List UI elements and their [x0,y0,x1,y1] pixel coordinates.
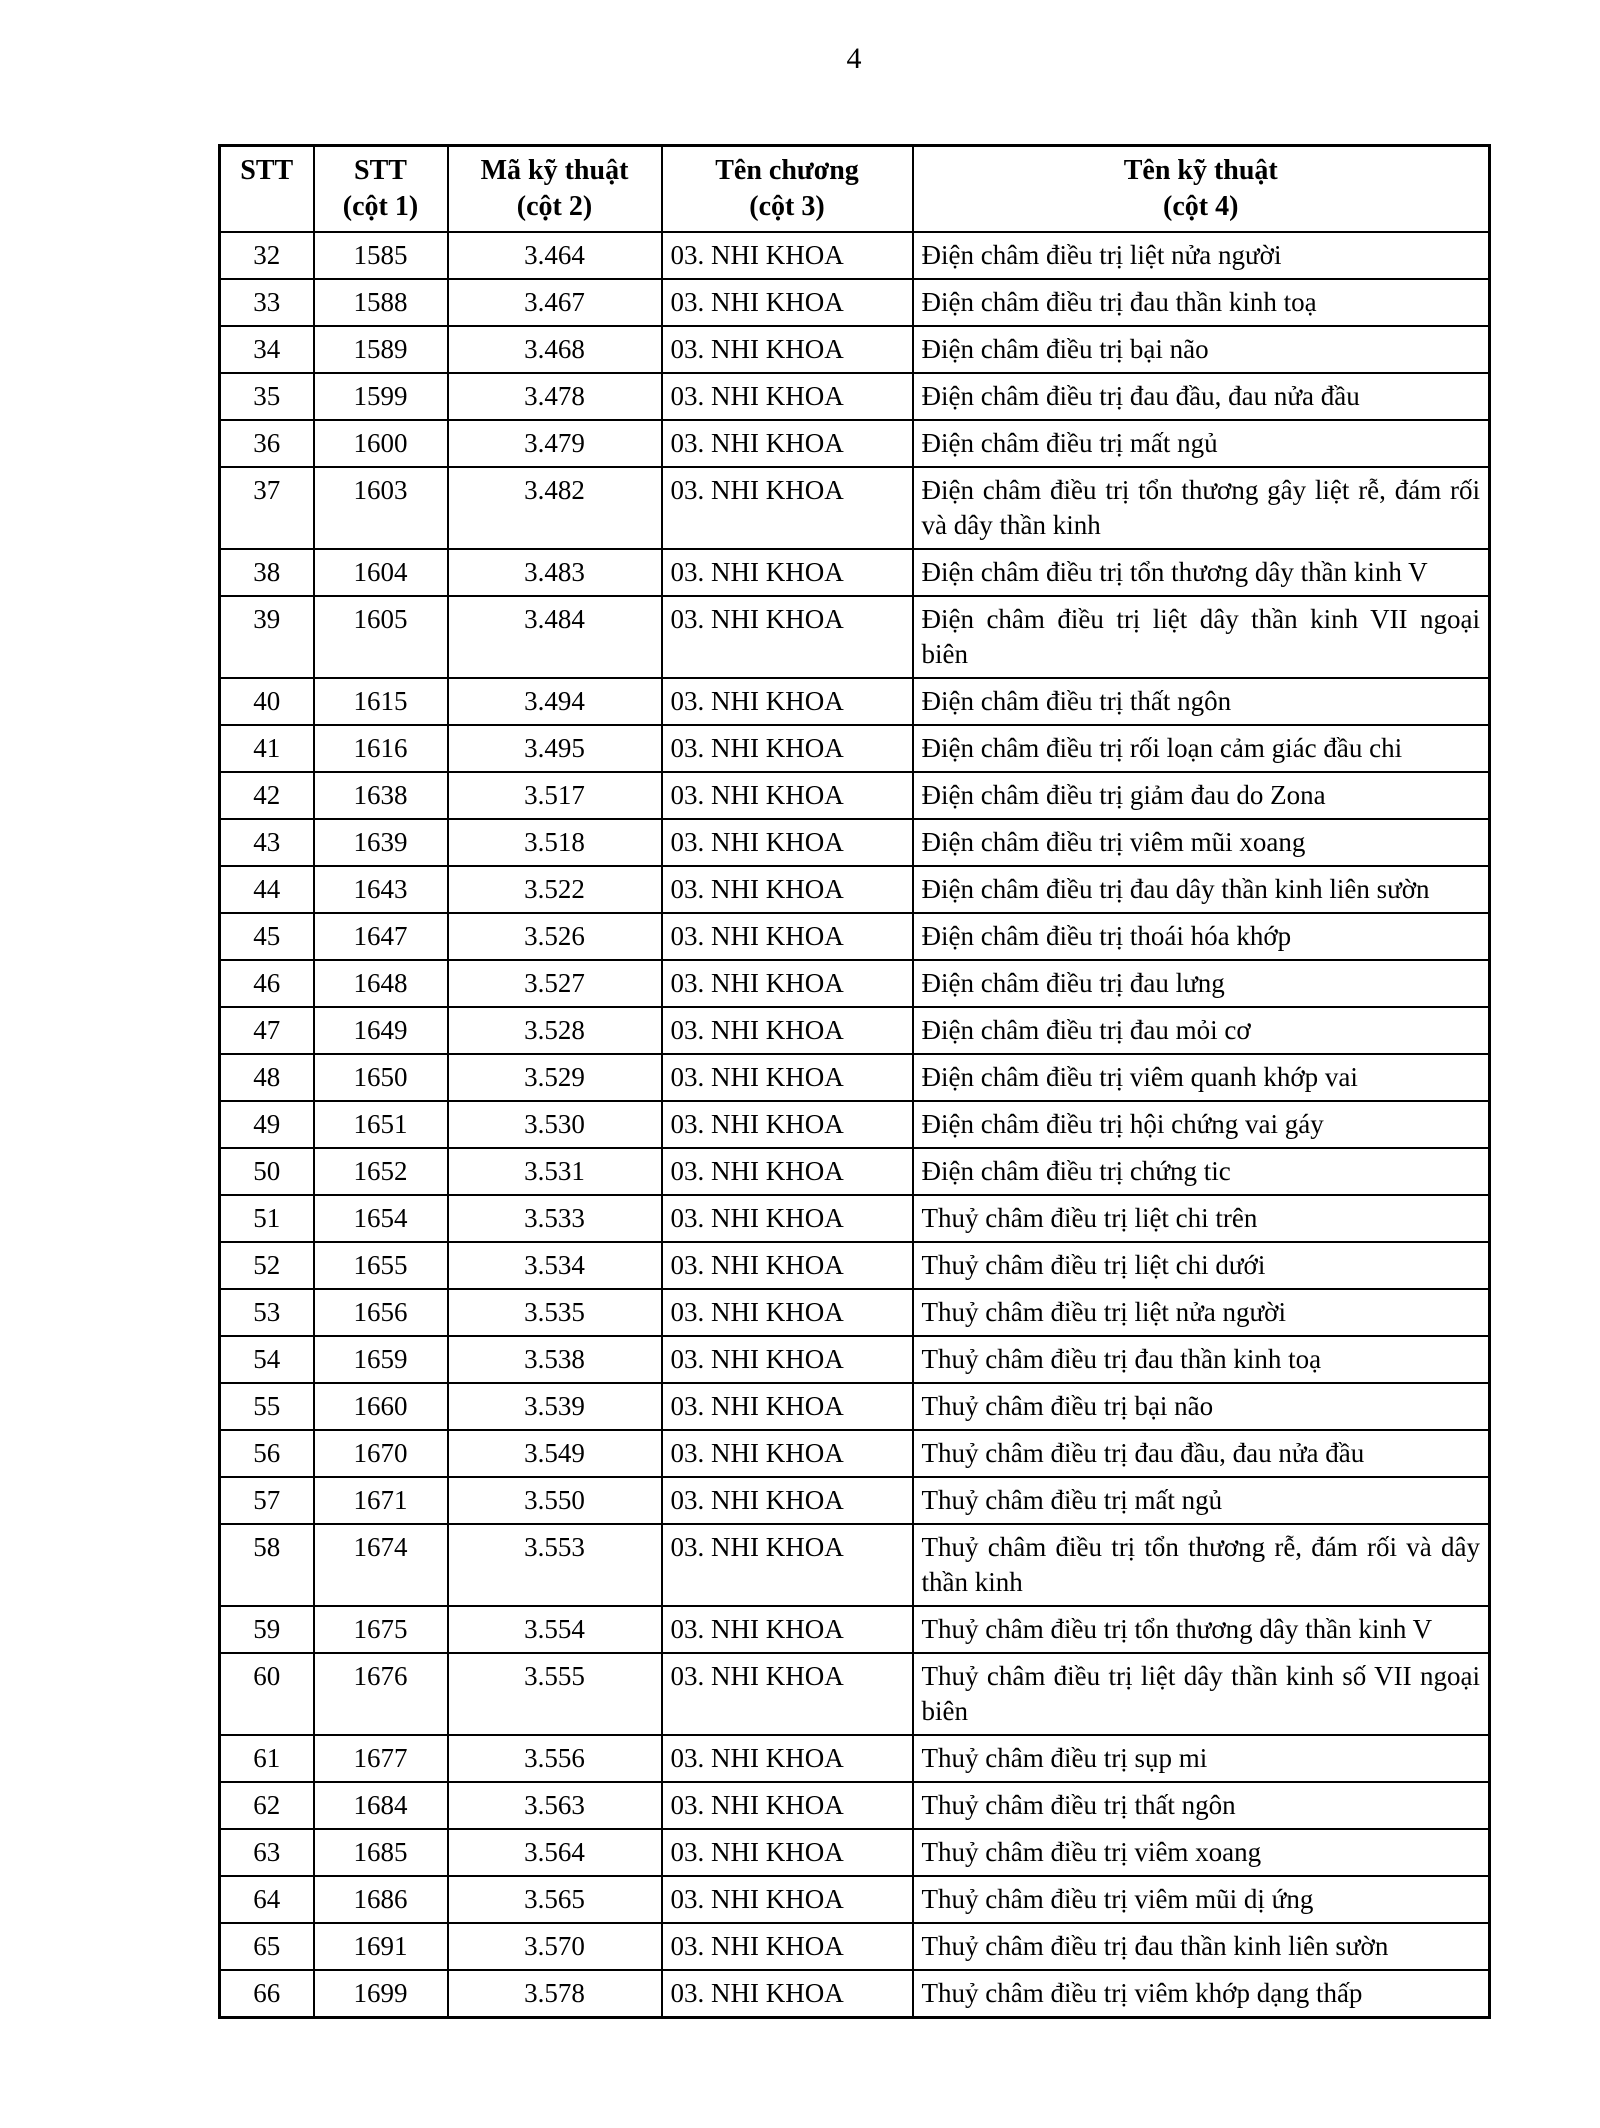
cell-ma-ky-thuat: 3.482 [448,467,662,549]
cell-stt-cot1: 1639 [314,819,448,866]
table-row [220,232,1490,279]
table-row [220,467,1490,549]
cell-ten-chuong: 03. NHI KHOA [662,1923,913,1970]
cell-stt-cot1: 1651 [314,1101,448,1148]
cell-ten-chuong: 03. NHI KHOA [662,1735,913,1782]
table-row [220,549,1490,596]
table-row [220,1782,1490,1829]
cell-ma-ky-thuat: 3.527 [448,960,662,1007]
cell-ten-ky-thuat: Thuỷ châm điều trị tổn thương rễ, đám rối và dây thần kinh [913,1524,1490,1606]
cell-ten-ky-thuat: Điện châm điều trị rối loạn cảm giác đầu chi [913,725,1490,772]
cell-stt: 56 [220,1430,314,1477]
cell-ten-ky-thuat: Điện châm điều trị đau dây thần kinh liên sườn [913,866,1490,913]
cell-stt-cot1: 1675 [314,1606,448,1653]
cell-stt: 54 [220,1336,314,1383]
table-row [220,1054,1490,1101]
cell-ma-ky-thuat: 3.533 [448,1195,662,1242]
cell-ten-ky-thuat: Thuỷ châm điều trị sụp mi [913,1735,1490,1782]
table-row [220,772,1490,819]
cell-ten-chuong: 03. NHI KHOA [662,678,913,725]
cell-ten-chuong: 03. NHI KHOA [662,913,913,960]
cell-ten-chuong: 03. NHI KHOA [662,1477,913,1524]
cell-ten-chuong: 03. NHI KHOA [662,1007,913,1054]
cell-ten-ky-thuat: Thuỷ châm điều trị viêm mũi dị ứng [913,1876,1490,1923]
cell-stt-cot1: 1648 [314,960,448,1007]
cell-ma-ky-thuat: 3.553 [448,1524,662,1606]
cell-ten-chuong: 03. NHI KHOA [662,772,913,819]
cell-stt: 48 [220,1054,314,1101]
cell-ten-chuong: 03. NHI KHOA [662,1524,913,1606]
cell-ten-ky-thuat: Thuỷ châm điều trị bại não [913,1383,1490,1430]
table-row [220,1242,1490,1289]
cell-stt: 66 [220,1970,314,2018]
cell-stt-cot1: 1670 [314,1430,448,1477]
cell-ten-ky-thuat: Điện châm điều trị tổn thương dây thần kinh V [913,549,1490,596]
cell-ma-ky-thuat: 3.538 [448,1336,662,1383]
cell-ten-ky-thuat: Thuỷ châm điều trị liệt nửa người [913,1289,1490,1336]
cell-stt-cot1: 1615 [314,678,448,725]
cell-stt: 43 [220,819,314,866]
cell-ten-ky-thuat: Thuỷ châm điều trị đau thần kinh liên sườn [913,1923,1490,1970]
cell-stt: 49 [220,1101,314,1148]
cell-stt: 35 [220,373,314,420]
cell-stt: 65 [220,1923,314,1970]
cell-ma-ky-thuat: 3.556 [448,1735,662,1782]
cell-ma-ky-thuat: 3.578 [448,1970,662,2018]
cell-ma-ky-thuat: 3.570 [448,1923,662,1970]
cell-ma-ky-thuat: 3.530 [448,1101,662,1148]
header-line1: STT [240,155,294,186]
cell-stt-cot1: 1599 [314,373,448,420]
table-row [220,866,1490,913]
cell-stt: 41 [220,725,314,772]
cell-ten-ky-thuat: Thuỷ châm điều trị mất ngủ [913,1477,1490,1524]
cell-ten-chuong: 03. NHI KHOA [662,596,913,678]
cell-stt: 42 [220,772,314,819]
cell-stt-cot1: 1604 [314,549,448,596]
cell-ten-ky-thuat: Điện châm điều trị liệt nửa người [913,232,1490,279]
cell-stt-cot1: 1649 [314,1007,448,1054]
cell-stt-cot1: 1659 [314,1336,448,1383]
table-row [220,1606,1490,1653]
cell-stt: 64 [220,1876,314,1923]
cell-ma-ky-thuat: 3.495 [448,725,662,772]
cell-stt: 61 [220,1735,314,1782]
cell-stt-cot1: 1589 [314,326,448,373]
table-row [220,1430,1490,1477]
header-ten-chuong [662,146,913,233]
cell-ten-ky-thuat: Điện châm điều trị viêm mũi xoang [913,819,1490,866]
cell-stt-cot1: 1660 [314,1383,448,1430]
cell-stt: 59 [220,1606,314,1653]
cell-ten-chuong: 03. NHI KHOA [662,420,913,467]
table-row [220,1970,1490,2018]
table-row [220,913,1490,960]
cell-stt: 51 [220,1195,314,1242]
cell-stt-cot1: 1699 [314,1970,448,2018]
cell-ten-ky-thuat: Điện châm điều trị hội chứng vai gáy [913,1101,1490,1148]
cell-stt: 60 [220,1653,314,1735]
cell-stt: 38 [220,549,314,596]
cell-ten-chuong: 03. NHI KHOA [662,279,913,326]
cell-stt: 32 [220,232,314,279]
table-row [220,1524,1490,1606]
table-row [220,960,1490,1007]
cell-stt: 57 [220,1477,314,1524]
table-header-row [220,146,1490,233]
cell-ten-chuong: 03. NHI KHOA [662,1242,913,1289]
cell-ma-ky-thuat: 3.555 [448,1653,662,1735]
table-row [220,1829,1490,1876]
cell-ten-chuong: 03. NHI KHOA [662,1970,913,2018]
cell-ten-chuong: 03. NHI KHOA [662,1606,913,1653]
cell-stt: 44 [220,866,314,913]
cell-ten-ky-thuat: Điện châm điều trị liệt dây thần kinh VII ngoại biên [913,596,1490,678]
header-ten-ky-thuat [913,146,1490,233]
table-row [220,1148,1490,1195]
cell-ma-ky-thuat: 3.529 [448,1054,662,1101]
cell-ten-chuong: 03. NHI KHOA [662,1876,913,1923]
cell-ten-ky-thuat: Thuỷ châm điều trị liệt chi trên [913,1195,1490,1242]
table-row [220,596,1490,678]
cell-ma-ky-thuat: 3.539 [448,1383,662,1430]
cell-stt: 45 [220,913,314,960]
cell-ten-chuong: 03. NHI KHOA [662,326,913,373]
cell-stt-cot1: 1600 [314,420,448,467]
cell-ma-ky-thuat: 3.464 [448,232,662,279]
header-line2: (cột 2) [516,191,593,222]
header-line1: STT [354,155,407,186]
cell-stt-cot1: 1647 [314,913,448,960]
table-row [220,1289,1490,1336]
cell-ten-chuong: 03. NHI KHOA [662,1148,913,1195]
cell-stt: 34 [220,326,314,373]
cell-ten-chuong: 03. NHI KHOA [662,373,913,420]
table-row [220,819,1490,866]
cell-ten-ky-thuat: Điện châm điều trị đau thần kinh toạ [913,279,1490,326]
cell-ma-ky-thuat: 3.549 [448,1430,662,1477]
cell-ten-ky-thuat: Thuỷ châm điều trị liệt chi dưới [913,1242,1490,1289]
table-row [220,326,1490,373]
cell-ma-ky-thuat: 3.565 [448,1876,662,1923]
cell-stt: 50 [220,1148,314,1195]
header-line2: (cột 1) [342,191,419,222]
cell-ten-chuong: 03. NHI KHOA [662,725,913,772]
cell-ten-ky-thuat: Điện châm điều trị tổn thương gây liệt rễ, đám rối và dây thần kinh [913,467,1490,549]
table-header [220,146,1490,233]
table-row [220,1336,1490,1383]
cell-ten-ky-thuat: Điện châm điều trị bại não [913,326,1490,373]
cell-ma-ky-thuat: 3.494 [448,678,662,725]
cell-ma-ky-thuat: 3.467 [448,279,662,326]
table-row [220,1195,1490,1242]
cell-stt-cot1: 1638 [314,772,448,819]
cell-ten-chuong: 03. NHI KHOA [662,960,913,1007]
cell-stt-cot1: 1671 [314,1477,448,1524]
cell-stt: 62 [220,1782,314,1829]
cell-stt-cot1: 1585 [314,232,448,279]
cell-ma-ky-thuat: 3.522 [448,866,662,913]
table-body [220,232,1490,2018]
cell-stt-cot1: 1677 [314,1735,448,1782]
cell-stt-cot1: 1588 [314,279,448,326]
page-number: 4 [846,42,862,75]
cell-ten-ky-thuat: Thuỷ châm điều trị liệt dây thần kinh số VII ngoại biên [913,1653,1490,1735]
cell-stt-cot1: 1691 [314,1923,448,1970]
cell-ma-ky-thuat: 3.526 [448,913,662,960]
cell-ten-ky-thuat: Thuỷ châm điều trị đau thần kinh toạ [913,1336,1490,1383]
cell-stt: 53 [220,1289,314,1336]
cell-stt-cot1: 1652 [314,1148,448,1195]
cell-stt-cot1: 1684 [314,1782,448,1829]
cell-ten-ky-thuat: Thuỷ châm điều trị đau đầu, đau nửa đầu [913,1430,1490,1477]
cell-stt: 33 [220,279,314,326]
cell-ten-chuong: 03. NHI KHOA [662,1054,913,1101]
table-row [220,1876,1490,1923]
cell-ma-ky-thuat: 3.564 [448,1829,662,1876]
cell-stt-cot1: 1656 [314,1289,448,1336]
cell-ma-ky-thuat: 3.468 [448,326,662,373]
cell-ten-chuong: 03. NHI KHOA [662,549,913,596]
cell-ten-ky-thuat: Điện châm điều trị đau đầu, đau nửa đầu [913,373,1490,420]
cell-ten-ky-thuat: Điện châm điều trị viêm quanh khớp vai [913,1054,1490,1101]
cell-ten-ky-thuat: Điện châm điều trị đau lưng [913,960,1490,1007]
cell-ten-chuong: 03. NHI KHOA [662,1195,913,1242]
cell-stt-cot1: 1674 [314,1524,448,1606]
table-row [220,678,1490,725]
cell-ma-ky-thuat: 3.535 [448,1289,662,1336]
table-row [220,373,1490,420]
table-row [220,1383,1490,1430]
cell-ten-chuong: 03. NHI KHOA [662,866,913,913]
cell-ten-chuong: 03. NHI KHOA [662,1653,913,1735]
table-row [220,1923,1490,1970]
procedure-table [218,144,1491,2019]
cell-stt: 36 [220,420,314,467]
cell-stt: 40 [220,678,314,725]
cell-ma-ky-thuat: 3.483 [448,549,662,596]
cell-stt-cot1: 1605 [314,596,448,678]
cell-stt-cot1: 1643 [314,866,448,913]
table-row [220,279,1490,326]
cell-ma-ky-thuat: 3.484 [448,596,662,678]
table-row [220,1653,1490,1735]
table-row [220,1101,1490,1148]
table-row [220,725,1490,772]
cell-stt-cot1: 1616 [314,725,448,772]
cell-stt-cot1: 1654 [314,1195,448,1242]
cell-stt: 39 [220,596,314,678]
header-line1: Tên chương [715,155,859,186]
cell-ma-ky-thuat: 3.550 [448,1477,662,1524]
cell-ten-chuong: 03. NHI KHOA [662,1383,913,1430]
cell-stt: 63 [220,1829,314,1876]
cell-ten-chuong: 03. NHI KHOA [662,232,913,279]
cell-ten-chuong: 03. NHI KHOA [662,819,913,866]
cell-ten-ky-thuat: Điện châm điều trị thất ngôn [913,678,1490,725]
cell-ma-ky-thuat: 3.528 [448,1007,662,1054]
cell-ten-chuong: 03. NHI KHOA [662,1430,913,1477]
cell-ma-ky-thuat: 3.518 [448,819,662,866]
cell-ma-ky-thuat: 3.531 [448,1148,662,1195]
header-line2: (cột 3) [749,191,825,222]
table-row [220,1477,1490,1524]
table-row [220,1007,1490,1054]
cell-ma-ky-thuat: 3.479 [448,420,662,467]
cell-ten-ky-thuat: Điện châm điều trị chứng tic [913,1148,1490,1195]
cell-ten-chuong: 03. NHI KHOA [662,1101,913,1148]
cell-stt: 47 [220,1007,314,1054]
cell-stt-cot1: 1676 [314,1653,448,1735]
cell-ten-ky-thuat: Thuỷ châm điều trị viêm xoang [913,1829,1490,1876]
document-content [218,0,1490,2019]
header-line1: Mã kỹ thuật [480,155,629,186]
header-line2: (cột 4) [1163,191,1239,222]
cell-stt-cot1: 1655 [314,1242,448,1289]
cell-ten-chuong: 03. NHI KHOA [662,1782,913,1829]
cell-ten-chuong: 03. NHI KHOA [662,1336,913,1383]
cell-ten-ky-thuat: Điện châm điều trị giảm đau do Zona [913,772,1490,819]
cell-ma-ky-thuat: 3.517 [448,772,662,819]
table-row [220,420,1490,467]
cell-ma-ky-thuat: 3.554 [448,1606,662,1653]
cell-stt-cot1: 1686 [314,1876,448,1923]
cell-ten-ky-thuat: Thuỷ châm điều trị tổn thương dây thần kinh V [913,1606,1490,1653]
cell-stt: 55 [220,1383,314,1430]
cell-ten-chuong: 03. NHI KHOA [662,467,913,549]
cell-stt: 46 [220,960,314,1007]
header-stt-cot1 [314,146,448,233]
header-line1: Tên kỹ thuật [1123,155,1278,186]
cell-stt-cot1: 1650 [314,1054,448,1101]
cell-ten-ky-thuat: Thuỷ châm điều trị thất ngôn [913,1782,1490,1829]
cell-ma-ky-thuat: 3.478 [448,373,662,420]
header-ma-ky-thuat [448,146,662,233]
cell-ten-ky-thuat: Điện châm điều trị đau mỏi cơ [913,1007,1490,1054]
cell-stt: 52 [220,1242,314,1289]
cell-ma-ky-thuat: 3.563 [448,1782,662,1829]
cell-ten-chuong: 03. NHI KHOA [662,1829,913,1876]
cell-stt-cot1: 1685 [314,1829,448,1876]
cell-ten-ky-thuat: Điện châm điều trị mất ngủ [913,420,1490,467]
cell-ten-chuong: 03. NHI KHOA [662,1289,913,1336]
cell-stt: 37 [220,467,314,549]
cell-ma-ky-thuat: 3.534 [448,1242,662,1289]
header-stt [220,146,314,233]
cell-ten-ky-thuat: Điện châm điều trị thoái hóa khớp [913,913,1490,960]
cell-stt-cot1: 1603 [314,467,448,549]
table-row [220,1735,1490,1782]
cell-stt: 58 [220,1524,314,1606]
cell-ten-ky-thuat: Thuỷ châm điều trị viêm khớp dạng thấp [913,1970,1490,2018]
